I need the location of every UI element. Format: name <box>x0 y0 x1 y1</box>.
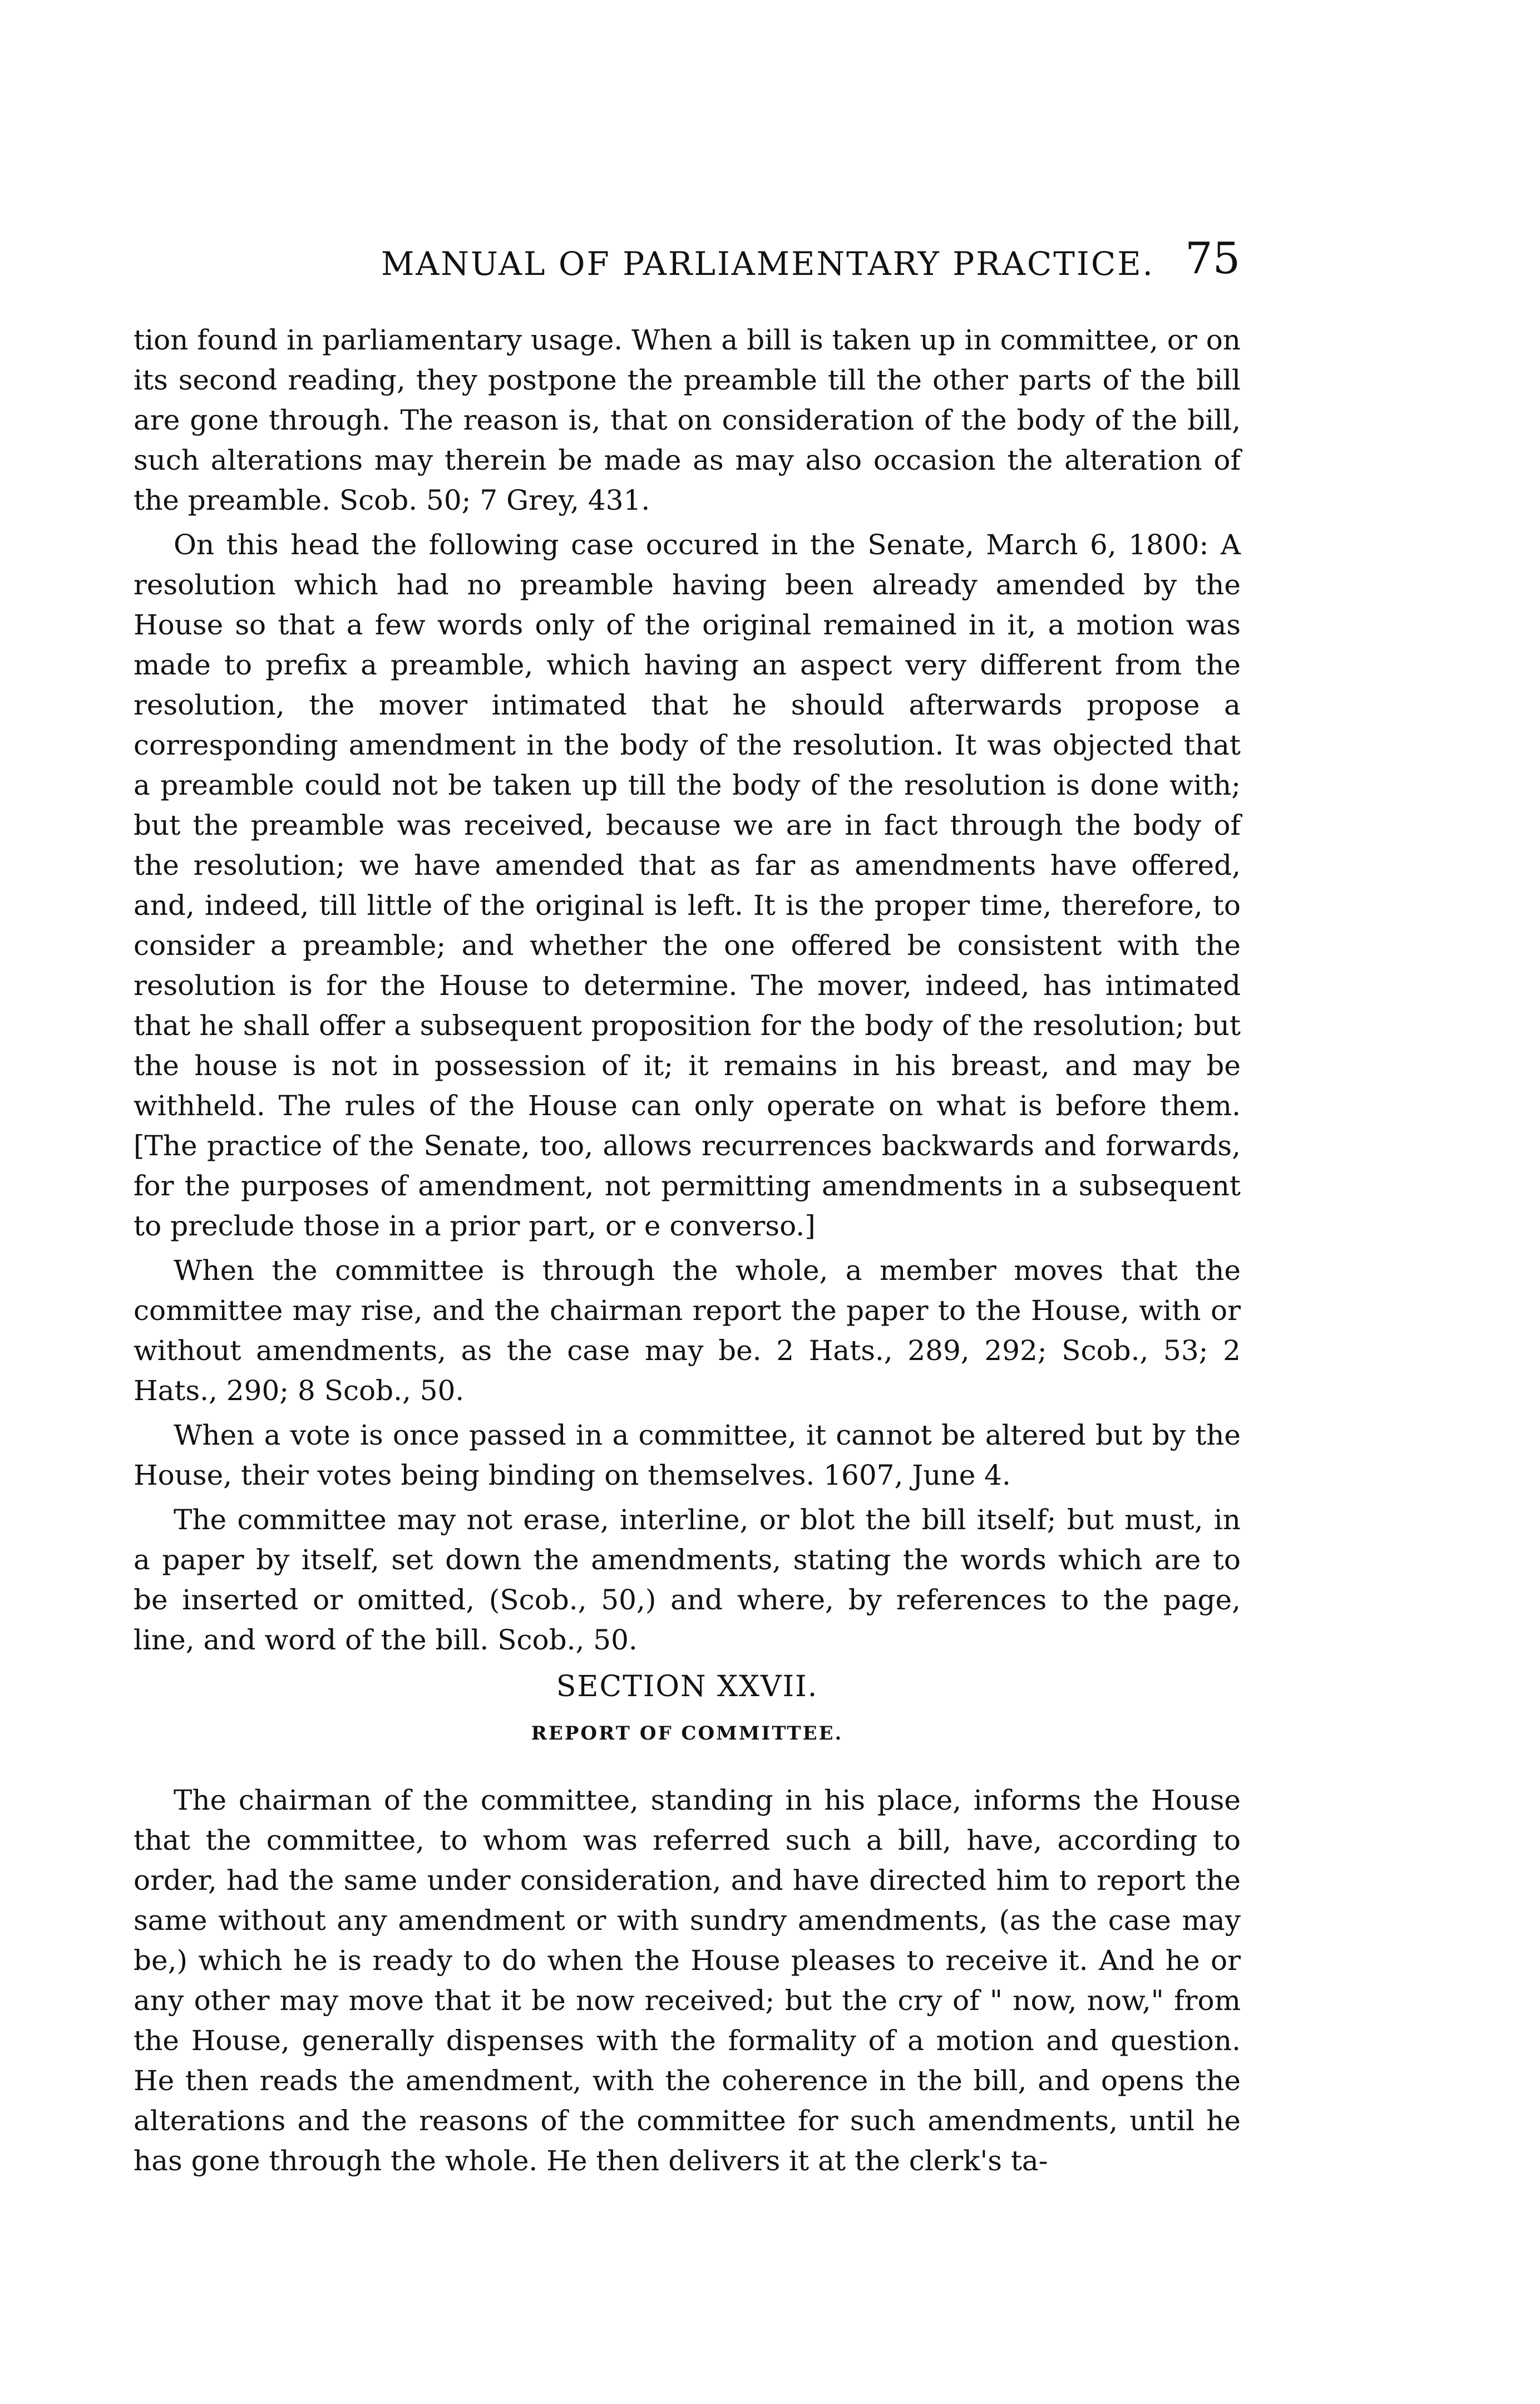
paragraph-chairman-report: The chairman of the committee, standing in his place, informs the House that the committee, to whom was referred such a bill, have, according to order, had the same under consideration, and have directed him to report the same without any amendment or with sundry amendments, (as the case may be,) which he is ready to do when the House pleases to receive it. And he or any other may move that it be now received; but the cry of " now, now," from the House, generally dispenses with the formality of a motion and question. He then reads the amendment, with the coherence in the bill, and opens the alterations and the reasons of the committee for such amendments, until he has gone through the whole. He then delivers it at the clerk's ta- <box>134 1784 1241 2177</box>
paragraph-senate-case: On this head the following case occured in the Senate, March 6, 1800: A resolution which had no preamble having been already amended by the House so that a few words only of the original remained in it, a motion was made to prefix a preamble, which having an aspect very different from the resolution, the mover intimated that he should afterwards propose a corresponding amendment in the body of the resolution. It was objected that a preamble could not be taken up till the body of the resolution is done with; but the preamble was received, because we are in fact through the body of the resolution; we have amended that as far as amendments have offered, and, indeed, till little of the original is left. It is the proper time, therefore, to consider a preamble; and whether the one offered be consistent with the resolution is for the House to determine. The mover, indeed, has intimated that he shall offer a subsequent proposition for the body of the resolution; but the house is not in possession of it; it remains in his breast, and may be withheld. The rules of the House can only operate on what is before them. [The practice of the Senate, too, allows recurrences backwards and forwards, for the purposes of amendment, not permitting amendments in a subsequent to preclude those in a prior part, or e converso.] <box>134 529 1241 1242</box>
paragraph-committee-rise: When the committee is through the whole, a member moves that the committee may rise, and the chairman report the paper to the House, with or without amendments, as the case may be. 2 Hats., 289, 292; Scob., 53; 2 Hats., 290; 8 Scob., 50. <box>134 1254 1241 1407</box>
paragraph-continued: tion found in parliamentary usage. When a bill is taken up in committee, or on its second reading, they postpone the preamble till the other parts of the bill are gone through. The reason is, that on consideration of the body of the bill, such alterations may therein be made as may also occasion the alteration of the preamble. Scob. 50; 7 Grey, 431. <box>134 324 1241 516</box>
section-heading: SECTION XXVII. <box>556 1670 818 1703</box>
running-head: MANUAL OF PARLIAMENTARY PRACTICE. <box>381 245 1154 283</box>
paragraph-amendments-paper: The committee may not erase, interline, or blot the bill itself; but must, in a paper by itself, set down the amendments, stating the words which are to be inserted or omitted, (Scob., 50,) and where, by references to the page, line, and word of the bill. Scob., 50. <box>134 1504 1241 1656</box>
body-text <box>134 320 1241 2185</box>
section-subheading: REPORT OF COMMITTEE. <box>531 1722 843 1745</box>
page-number: 75 <box>1185 234 1241 284</box>
paragraph-vote-binding: When a vote is once passed in a committee, it cannot be altered but by the House, their votes being binding on themselves. 1607, June 4. <box>134 1419 1241 1491</box>
